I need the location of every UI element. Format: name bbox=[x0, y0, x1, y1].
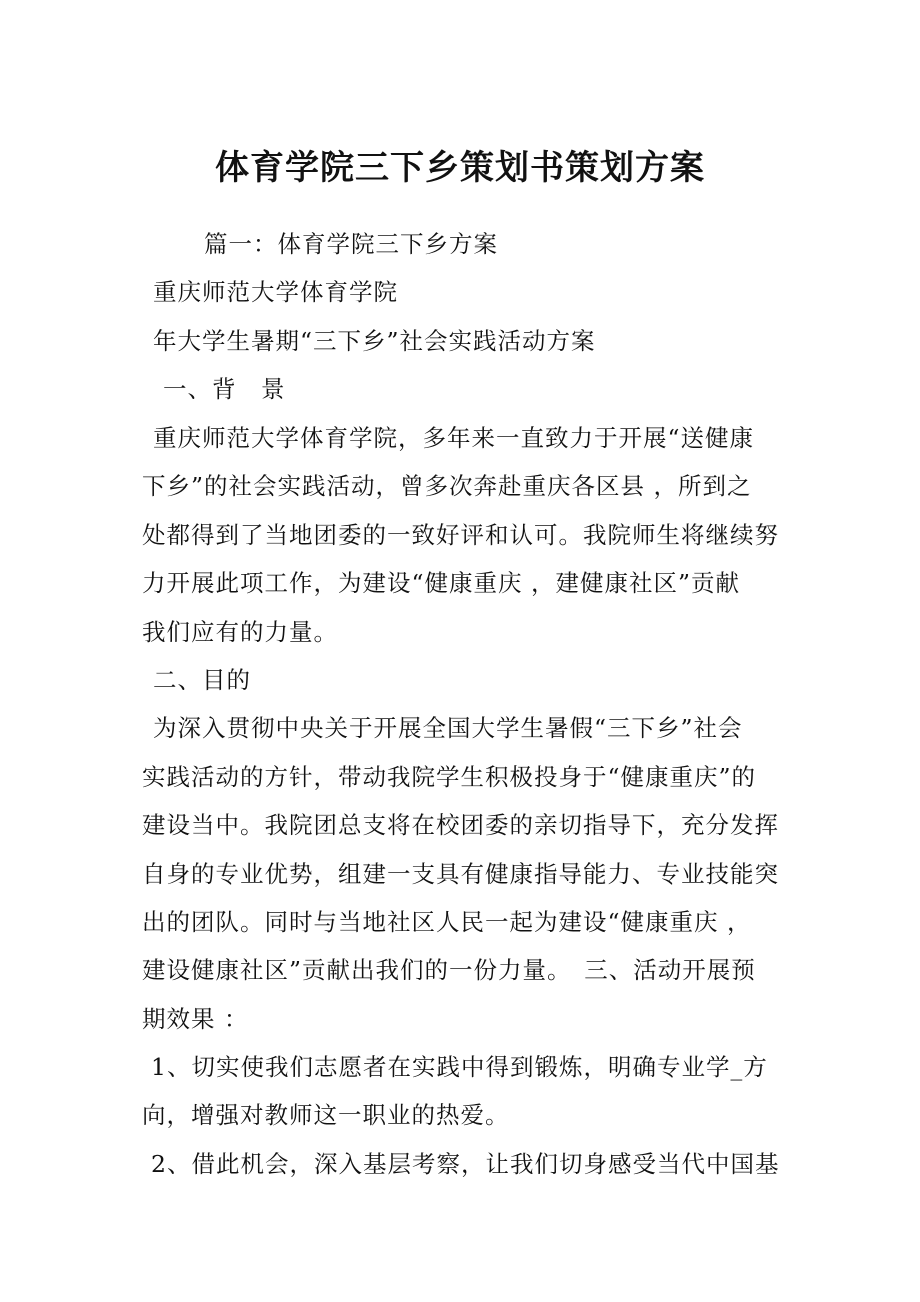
paragraph-line: 我们应有的力量。 bbox=[142, 618, 338, 646]
paragraph-line: 重庆师范大学体育学院，多年来一直致力于开展“送健康 bbox=[153, 424, 755, 452]
list-item-2: 2、借此机会，深入基层考察，让我们切身感受当代中国基 bbox=[151, 1150, 780, 1178]
paragraph-line: 为深入贯彻中央关于开展全国大学生暑假“三下乡”社会 bbox=[153, 714, 743, 742]
paragraph-line: 力开展此项工作，为建设“健康重庆 ，建健康社区”贡献 bbox=[142, 569, 740, 597]
paragraph-line: 向，增强对教师这一职业的热爱。 bbox=[142, 1101, 510, 1129]
text-line: 年大学生暑期“三下乡”社会实践活动方案 bbox=[153, 327, 596, 355]
paragraph-line: 期效果 ： bbox=[142, 1005, 249, 1033]
paragraph-line: 建设健康社区”贡献出我们的一份力量。 三、活动开展预 bbox=[142, 956, 756, 984]
section-heading-background: 一、背 景 bbox=[163, 375, 286, 403]
paragraph-line: 自身的专业优势，组建一支具有健康指导能力、专业技能突 bbox=[142, 860, 779, 888]
text-line: 重庆师范大学体育学院 bbox=[153, 278, 398, 306]
section-heading-article-one: 篇一：体育学院三下乡方案 bbox=[204, 230, 498, 258]
paragraph-line: 实践活动的方针，带动我院学生积极投身于“健康重庆”的 bbox=[142, 763, 757, 791]
paragraph-line: 处都得到了当地团委的一致好评和认可。我院师生将继续努 bbox=[142, 521, 779, 549]
paragraph-line: 下乡”的社会实践活动，曾多次奔赴重庆各区县 ，所到之 bbox=[142, 472, 752, 500]
paragraph-line: 出的团队。同时与当地社区人民一起为建设“健康重庆 ， bbox=[142, 908, 752, 936]
list-item-1: 1、切实使我们志愿者在实践中得到锻炼，明确专业学_方 bbox=[151, 1053, 768, 1081]
document-title: 体育学院三下乡策划书策划方案 bbox=[215, 148, 705, 188]
section-heading-purpose: 二、目的 bbox=[153, 666, 251, 694]
paragraph-line: 建设当中。我院团总支将在校团委的亲切指导下，充分发挥 bbox=[142, 811, 779, 839]
